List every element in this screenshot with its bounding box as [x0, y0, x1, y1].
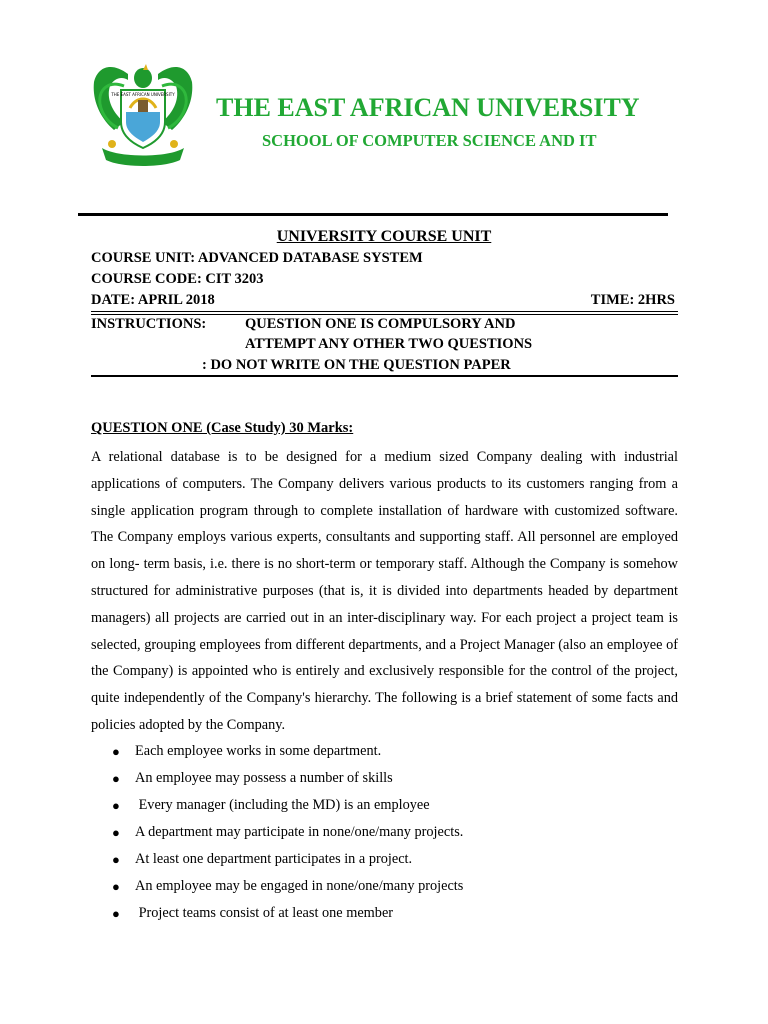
list-item: ● An employee may possess a number of skills [91, 765, 678, 792]
bullet-icon: ● [112, 906, 120, 921]
bullet-icon: ● [112, 879, 120, 894]
divider-top-2 [91, 314, 678, 315]
bullet-icon: ● [112, 798, 120, 813]
list-item: ● Each employee works in some department. [91, 738, 678, 765]
instruction-line-3: : DO NOT WRITE ON THE QUESTION PAPER [202, 357, 511, 373]
university-name: THE EAST AFRICAN UNIVERSITY [216, 93, 640, 122]
course-code: COURSE CODE: CIT 3203 [91, 271, 264, 287]
list-item: ● A department may participate in none/one/many projects. [91, 819, 678, 846]
crest-text: THE EAST AFRICAN UNIVERSITY [111, 92, 175, 97]
bullet-icon: ● [112, 744, 120, 759]
divider-top-1 [91, 311, 678, 312]
course-unit: COURSE UNIT: ADVANCED DATABASE SYSTEM [91, 250, 423, 266]
instructions-label: INSTRUCTIONS: [91, 316, 207, 332]
bullet-icon: ● [112, 825, 120, 840]
university-crest-logo [88, 56, 198, 168]
list-item: ● An employee may be engaged in none/one/many projects [91, 873, 678, 900]
bullet-icon: ● [112, 771, 120, 786]
list-item: ● Every manager (including the MD) is an employee [91, 792, 678, 819]
exam-time: TIME: 2HRS [590, 292, 675, 308]
header-divider [78, 213, 668, 216]
list-item: ● At least one department participates in a project. [91, 846, 678, 873]
case-study-paragraph: A relational database is to be designed for a medium sized Company dealing with industrial applications of computers. The Company delivers various products to its customers ranging from a single application program through to complete installation of hardware with customized software. The Company employs various experts, consultants and supporting staff. All personnel are employed on long- term basis, i.e. there is no short-term or temporary staff. Although the Company is somehow structured for administrative purposes (that is, it is divided into departments headed by department managers) all projects are carried out in an inter-disciplinary way. For each project a project team is selected, grouping employees from different departments, and a Project Manager (also an employee of the Company) is appointed who is entirely and exclusively responsible for the control of the project, quite independently of the Company's hierarchy. The following is a brief statement of some facts and policies adopted by the Company. [91, 449, 678, 733]
exam-date: DATE: APRIL 2018 [91, 292, 215, 308]
instruction-line-2: ATTEMPT ANY OTHER TWO QUESTIONS [245, 336, 533, 352]
facts-list [91, 738, 678, 927]
bullet-icon: ● [112, 852, 120, 867]
list-item: ● Project teams consist of at least one member [91, 900, 678, 927]
instructions-divider [91, 375, 678, 377]
school-name: SCHOOL OF COMPUTER SCIENCE AND IT [262, 131, 597, 150]
instruction-line-1: QUESTION ONE IS COMPULSORY AND [245, 316, 516, 332]
question-one-heading: QUESTION ONE (Case Study) 30 Marks: [91, 420, 354, 436]
exam-title: UNIVERSITY COURSE UNIT [276, 228, 492, 245]
